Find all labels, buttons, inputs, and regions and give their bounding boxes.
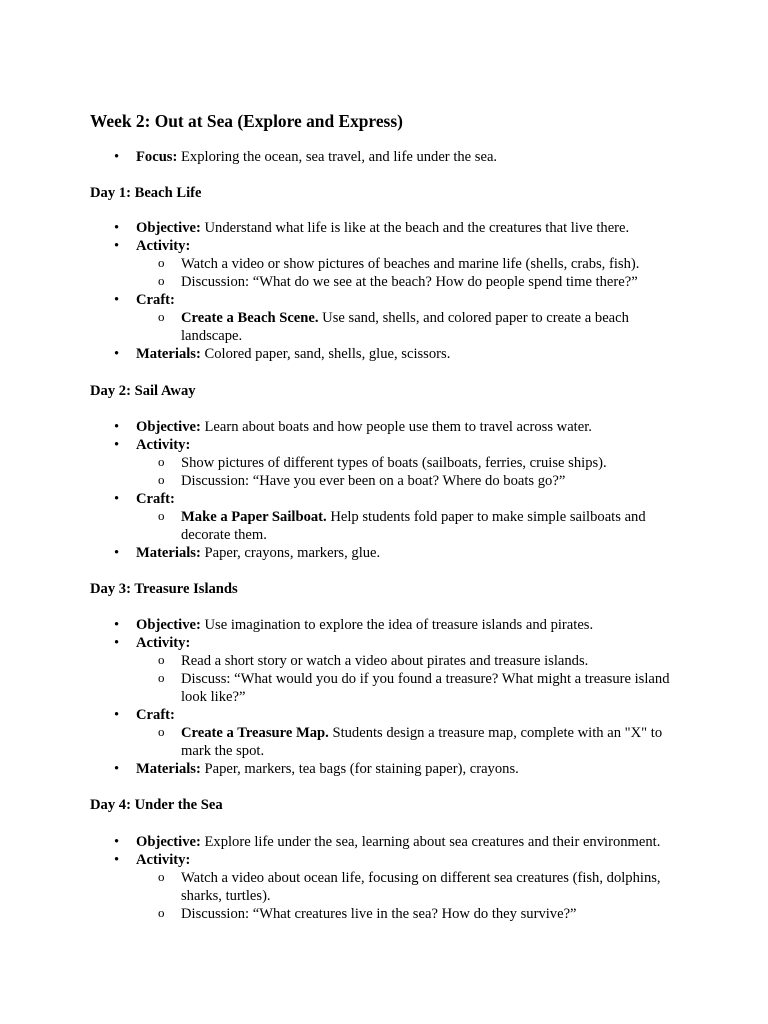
objective-text: Learn about boats and how people use them to travel across water. (200, 419, 592, 435)
day-1-list (90, 219, 690, 363)
activity-text: Discussion: “Have you ever been on a boat? Where do boats go?” (181, 473, 566, 489)
activity-label: Activity: (136, 852, 191, 868)
bullet-icon: • (114, 635, 120, 651)
list-item-focus (90, 148, 690, 166)
bullet-icon: • (114, 238, 120, 254)
list-item-activity (90, 436, 690, 454)
page-title: Week 2: Out at Sea (Explore and Express) (90, 111, 403, 131)
objective-label: Objective: (136, 419, 201, 435)
day-3-list (90, 616, 690, 778)
sub-list-item (90, 273, 690, 291)
list-item-objective (90, 616, 690, 634)
materials-text: Paper, crayons, markers, glue. (200, 545, 381, 561)
craft-name: Make a Paper Sailboat. (181, 509, 327, 525)
objective-label: Objective: (136, 220, 201, 236)
list-item-activity (90, 851, 690, 869)
materials-label: Materials: (136, 346, 201, 362)
list-item-craft (90, 706, 690, 724)
circle-bullet-icon: o (158, 309, 165, 324)
activity-label: Activity: (136, 437, 191, 453)
materials-text: Paper, markers, tea bags (for staining paper), crayons. (200, 761, 519, 777)
sub-list-item (90, 255, 690, 273)
list-item-activity (90, 237, 690, 255)
objective-label: Objective: (136, 617, 201, 633)
circle-bullet-icon: o (158, 472, 165, 487)
focus-text: Exploring the ocean, sea travel, and life under the sea. (177, 149, 498, 165)
day-4-list (90, 833, 690, 923)
materials-label: Materials: (136, 761, 201, 777)
day-2-heading: Day 2: Sail Away (90, 383, 196, 399)
activity-text: Read a short story or watch a video about pirates and treasure islands. (181, 653, 589, 669)
sub-list-item (90, 652, 690, 670)
activity-text: Show pictures of different types of boats (sailboats, ferries, cruise ships). (181, 455, 607, 471)
day-1-heading: Day 1: Beach Life (90, 185, 202, 201)
bullet-icon: • (114, 761, 120, 777)
circle-bullet-icon: o (158, 652, 165, 667)
bullet-icon: • (114, 437, 120, 453)
day-3-heading: Day 3: Treasure Islands (90, 581, 238, 597)
activity-text: Watch a video about ocean life, focusing on different sea creatures (fish, dolphins, sharks, turtles). (181, 870, 661, 904)
bullet-icon: • (114, 545, 120, 561)
bullet-icon: • (114, 346, 120, 362)
focus-label: Focus: (136, 149, 178, 165)
activity-label: Activity: (136, 635, 191, 651)
sub-list-item (90, 472, 690, 490)
bullet-icon: • (114, 617, 120, 633)
bullet-icon: • (114, 834, 120, 850)
craft-label: Craft: (136, 707, 175, 723)
circle-bullet-icon: o (158, 273, 165, 288)
sub-list-item (90, 724, 690, 760)
sub-list-item (90, 869, 690, 905)
circle-bullet-icon: o (158, 454, 165, 469)
craft-label: Craft: (136, 292, 175, 308)
sub-list-item (90, 454, 690, 472)
materials-text: Colored paper, sand, shells, glue, scissors. (200, 346, 451, 362)
activity-label: Activity: (136, 238, 191, 254)
bullet-icon: • (114, 149, 120, 165)
objective-label: Objective: (136, 834, 201, 850)
list-item-craft (90, 291, 690, 309)
focus-list (90, 148, 690, 166)
list-item-craft (90, 490, 690, 508)
bullet-icon: • (114, 852, 120, 868)
circle-bullet-icon: o (158, 869, 165, 884)
list-item-objective (90, 418, 690, 436)
craft-name: Create a Treasure Map. (181, 725, 329, 741)
bullet-icon: • (114, 707, 120, 723)
craft-text: Students design a treasure map, complete with an "X" to mark the spot. (181, 725, 663, 759)
sub-list-item (90, 508, 690, 544)
circle-bullet-icon: o (158, 670, 165, 685)
day-4-heading: Day 4: Under the Sea (90, 797, 223, 813)
craft-text: Help students fold paper to make simple sailboats and decorate them. (181, 509, 646, 543)
activity-text: Discussion: “What creatures live in the sea? How do they survive?” (181, 906, 577, 922)
circle-bullet-icon: o (158, 508, 165, 523)
list-item-materials (90, 345, 690, 363)
circle-bullet-icon: o (158, 255, 165, 270)
objective-text: Understand what life is like at the beach and the creatures that live there. (200, 220, 630, 236)
activity-text: Watch a video or show pictures of beaches and marine life (shells, crabs, fish). (181, 256, 640, 272)
list-item-materials (90, 760, 690, 778)
circle-bullet-icon: o (158, 724, 165, 739)
sub-list-item (90, 309, 690, 345)
sub-list-item (90, 905, 690, 923)
circle-bullet-icon: o (158, 905, 165, 920)
objective-text: Explore life under the sea, learning about sea creatures and their environment. (200, 834, 661, 850)
materials-label: Materials: (136, 545, 201, 561)
craft-text: Use sand, shells, and colored paper to create a beach landscape. (181, 310, 629, 344)
craft-name: Create a Beach Scene. (181, 310, 319, 326)
sub-list-item (90, 670, 690, 706)
list-item-activity (90, 634, 690, 652)
craft-label: Craft: (136, 491, 175, 507)
activity-text: Discussion: “What do we see at the beach? How do people spend time there?” (181, 274, 638, 290)
bullet-icon: • (114, 292, 120, 308)
day-2-list (90, 418, 690, 562)
objective-text: Use imagination to explore the idea of treasure islands and pirates. (200, 617, 594, 633)
list-item-materials (90, 544, 690, 562)
bullet-icon: • (114, 220, 120, 236)
list-item-objective (90, 219, 690, 237)
bullet-icon: • (114, 491, 120, 507)
list-item-objective (90, 833, 690, 851)
bullet-icon: • (114, 419, 120, 435)
activity-text: Discuss: “What would you do if you found a treasure? What might a treasure island look like?” (181, 671, 670, 705)
